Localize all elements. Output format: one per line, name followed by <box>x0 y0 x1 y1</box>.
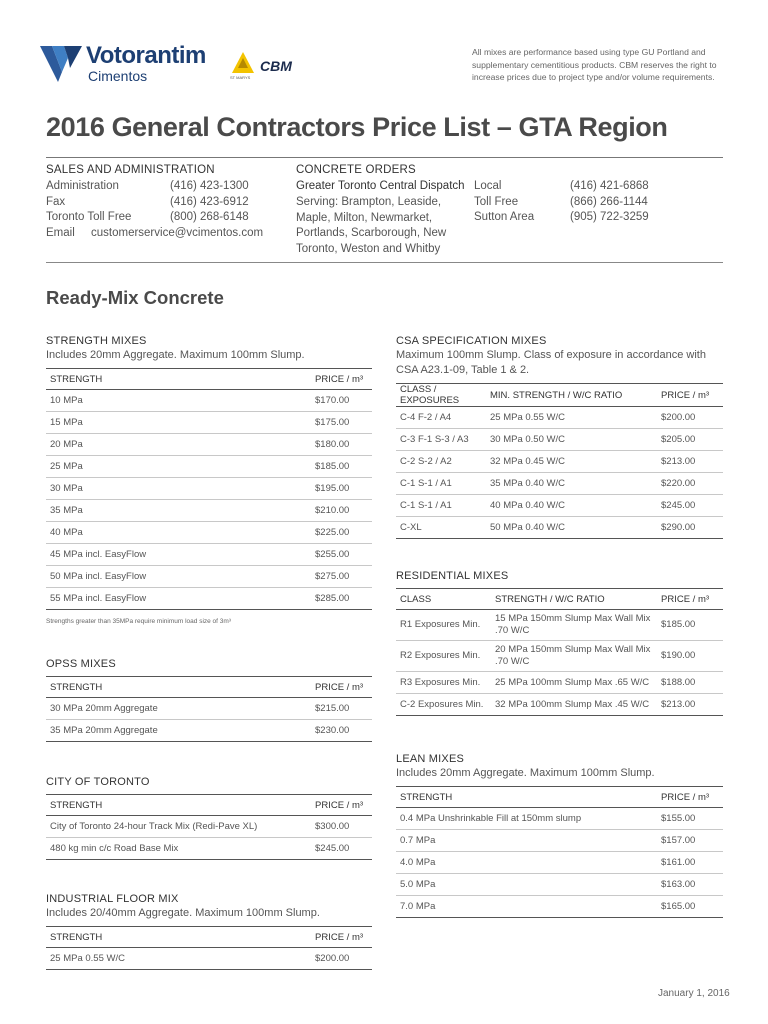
cell-ratio: 25 MPa 0.55 W/C <box>486 407 657 429</box>
col-header: PRICE / m³ <box>311 677 372 698</box>
lean-table <box>396 786 723 918</box>
col-header: CLASS / EXPOSURES <box>396 384 486 407</box>
table-row <box>46 522 372 544</box>
strength-desc: Includes 20mm Aggregate. Maximum 100mm Slump. <box>46 349 305 361</box>
cell-class: C-1 S-1 / A1 <box>396 495 486 517</box>
cell-price: $205.00 <box>657 429 723 451</box>
orders-label-sutton: Sutton Area <box>474 211 535 223</box>
cell-strength: 25 MPa 0.55 W/C <box>46 948 311 970</box>
cell-class: R2 Exposures Min. <box>396 641 491 672</box>
col-header: CLASS <box>396 589 491 610</box>
cell-ratio: 32 MPa 100mm Slump Max .45 W/C <box>491 694 657 716</box>
cell-price: $210.00 <box>311 500 372 522</box>
table-row <box>396 451 723 473</box>
orders-value-tollfree: (866) 266-1144 <box>570 195 648 208</box>
cell-ratio: 15 MPa 150mm Slump Max Wall Mix .70 W/C <box>491 610 657 641</box>
table-row <box>396 874 723 896</box>
toronto-table <box>46 794 372 860</box>
table-row <box>396 896 723 918</box>
cell-strength: 15 MPa <box>46 412 311 434</box>
orders-label-local: Local <box>474 180 502 192</box>
cell-strength: 0.7 MPa <box>396 830 657 852</box>
votorantim-logo <box>40 42 220 88</box>
cbm-logo <box>230 52 300 82</box>
cell-class: C-2 S-2 / A2 <box>396 451 486 473</box>
table-row <box>396 429 723 451</box>
cell-class: C-1 S-1 / A1 <box>396 473 486 495</box>
col-header: STRENGTH <box>46 369 311 390</box>
col-header: STRENGTH / W/C RATIO <box>491 589 657 610</box>
col-header: PRICE / m³ <box>311 369 372 390</box>
strength-footnote: Strengths greater than 35MPa require minimum load size of 3m³ <box>46 618 231 625</box>
cell-price: $200.00 <box>311 948 372 970</box>
lean-mixes-block <box>396 752 723 918</box>
cell-strength: 7.0 MPa <box>396 896 657 918</box>
cell-strength: 45 MPa incl. EasyFlow <box>46 544 311 566</box>
title-divider <box>46 157 723 158</box>
toronto-heading: CITY OF TORONTO <box>46 776 150 788</box>
table-row <box>396 495 723 517</box>
cell-strength: 480 kg min c/c Road Base Mix <box>46 838 311 860</box>
cell-strength: 25 MPa <box>46 456 311 478</box>
cell-price: $200.00 <box>657 407 723 429</box>
residential-heading: RESIDENTIAL MIXES <box>396 570 509 582</box>
table-row <box>46 390 372 412</box>
table-row <box>46 720 372 742</box>
sales-heading: SALES AND ADMINISTRATION <box>46 164 215 176</box>
cell-price: $245.00 <box>657 495 723 517</box>
table-row <box>46 456 372 478</box>
cell-strength: 35 MPa <box>46 500 311 522</box>
cell-class: C-4 F-2 / A4 <box>396 407 486 429</box>
sales-value-fax: (416) 423-6912 <box>170 195 249 208</box>
col-header: PRICE / m³ <box>657 787 723 808</box>
cell-strength: 30 MPa <box>46 478 311 500</box>
cell-strength: 20 MPa <box>46 434 311 456</box>
cbm-triangle-icon <box>232 52 254 74</box>
orders-value-sutton: (905) 722-3259 <box>570 211 649 223</box>
strength-table <box>46 368 372 610</box>
partner-logo-text: CBM <box>260 58 292 74</box>
cell-price: $290.00 <box>657 517 723 539</box>
votorantim-mark-icon <box>40 44 82 84</box>
cell-price: $157.00 <box>657 830 723 852</box>
table-row <box>396 852 723 874</box>
cell-price: $255.00 <box>311 544 372 566</box>
cell-strength: 5.0 MPa <box>396 874 657 896</box>
cell-price: $300.00 <box>311 816 372 838</box>
col-header: PRICE / m³ <box>657 384 723 407</box>
cell-price: $285.00 <box>311 588 372 610</box>
table-row <box>396 694 723 716</box>
csa-table <box>396 383 723 539</box>
orders-heading: CONCRETE ORDERS <box>296 164 416 176</box>
cell-ratio: 32 MPa 0.45 W/C <box>486 451 657 473</box>
brand-sub: Cimentos <box>88 68 148 84</box>
industrial-desc: Includes 20/40mm Aggregate. Maximum 100mm Slump. <box>46 907 320 919</box>
table-row <box>46 478 372 500</box>
col-header: PRICE / m³ <box>311 795 372 816</box>
table-row <box>396 407 723 429</box>
lean-desc: Includes 20mm Aggregate. Maximum 100mm Slump. <box>396 767 655 779</box>
cell-class: C-3 F-1 S-3 / A3 <box>396 429 486 451</box>
table-row <box>396 672 723 694</box>
cell-price: $175.00 <box>311 412 372 434</box>
section-title: Ready-Mix Concrete <box>46 287 224 308</box>
strength-mixes-block <box>46 334 372 625</box>
cell-price: $275.00 <box>311 566 372 588</box>
col-header: STRENGTH <box>46 795 311 816</box>
table-row <box>396 473 723 495</box>
email-link[interactable]: customerservice@vcimentos.com <box>91 226 264 239</box>
cell-price: $180.00 <box>311 434 372 456</box>
col-header: MIN. STRENGTH / W/C RATIO <box>486 384 657 407</box>
cell-price: $225.00 <box>311 522 372 544</box>
cell-ratio: 20 MPa 150mm Slump Max Wall Mix .70 W/C <box>491 641 657 672</box>
partner-small-text: ST MARYS <box>230 75 251 80</box>
cell-ratio: 30 MPa 0.50 W/C <box>486 429 657 451</box>
table-row <box>396 610 723 641</box>
col-header: STRENGTH <box>46 927 311 948</box>
cell-price: $185.00 <box>311 456 372 478</box>
cell-price: $190.00 <box>657 641 723 672</box>
col-header: STRENGTH <box>46 677 311 698</box>
orders-value-local: (416) 421-6868 <box>570 180 649 192</box>
table-row <box>396 517 723 539</box>
sales-label-fax: Fax <box>46 195 66 208</box>
cell-strength: 10 MPa <box>46 390 311 412</box>
table-row <box>46 588 372 610</box>
industrial-mix-block <box>46 892 372 970</box>
toronto-mixes-block <box>46 775 372 860</box>
cell-strength: 0.4 MPa Unshrinkable Fill at 150mm slump <box>396 808 657 830</box>
cell-strength: 40 MPa <box>46 522 311 544</box>
table-row <box>396 808 723 830</box>
col-header: STRENGTH <box>396 787 657 808</box>
cell-price: $195.00 <box>311 478 372 500</box>
sales-label-admin: Administration <box>46 180 119 192</box>
opss-table <box>46 676 372 742</box>
opss-mixes-block <box>46 657 372 742</box>
sales-label-tollfree: Toronto Toll Free <box>46 211 132 223</box>
dispatch-name: Greater Toronto Central Dispatch <box>296 180 465 192</box>
orders-label-tollfree: Toll Free <box>474 195 519 208</box>
cell-strength: 35 MPa 20mm Aggregate <box>46 720 311 742</box>
lean-heading: LEAN MIXES <box>396 753 465 765</box>
cell-strength: City of Toronto 24-hour Track Mix (Redi-Pave XL) <box>46 816 311 838</box>
cell-price: $213.00 <box>657 694 723 716</box>
table-row <box>46 838 372 860</box>
cell-class: C-XL <box>396 517 486 539</box>
cell-ratio: 35 MPa 0.40 W/C <box>486 473 657 495</box>
table-row <box>46 544 372 566</box>
table-row <box>396 641 723 672</box>
sales-value-admin: (416) 423-1300 <box>170 180 249 192</box>
cell-price: $230.00 <box>311 720 372 742</box>
page-title: 2016 General Contractors Price List – GTA Region <box>46 112 668 142</box>
cell-price: $215.00 <box>311 698 372 720</box>
cell-price: $213.00 <box>657 451 723 473</box>
csa-desc: Maximum 100mm Slump. Class of exposure in accordance with CSA A23.1-09, Table 1 & 2. <box>396 349 706 376</box>
cell-price: $163.00 <box>657 874 723 896</box>
table-row <box>46 412 372 434</box>
table-row <box>46 434 372 456</box>
col-header: PRICE / m³ <box>657 589 723 610</box>
strength-heading: STRENGTH MIXES <box>46 335 147 347</box>
email-label: Email <box>46 226 75 239</box>
cell-price: $245.00 <box>311 838 372 860</box>
cell-strength: 50 MPa incl. EasyFlow <box>46 566 311 588</box>
cell-strength: 30 MPa 20mm Aggregate <box>46 698 311 720</box>
cell-price: $170.00 <box>311 390 372 412</box>
cell-class: C-2 Exposures Min. <box>396 694 491 716</box>
cell-class: R3 Exposures Min. <box>396 672 491 694</box>
table-row <box>46 566 372 588</box>
cell-ratio: 40 MPa 0.40 W/C <box>486 495 657 517</box>
cell-price: $161.00 <box>657 852 723 874</box>
cell-strength: 55 MPa incl. EasyFlow <box>46 588 311 610</box>
table-row <box>46 500 372 522</box>
cell-class: R1 Exposures Min. <box>396 610 491 641</box>
opss-heading: OPSS MIXES <box>46 658 116 670</box>
contact-divider <box>46 262 723 263</box>
csa-heading: CSA SPECIFICATION MIXES <box>396 335 547 347</box>
cell-price: $165.00 <box>657 896 723 918</box>
table-row <box>46 948 372 970</box>
effective-date: January 1, 2016 <box>658 988 730 999</box>
csa-mixes-block <box>396 334 723 539</box>
sales-value-tollfree: (800) 268-6148 <box>170 211 249 223</box>
serving-areas: Serving: Brampton, Leaside, Maple, Milton, Newmarket, Portlands, Scarborough, New Toronto, Weston and Whitby <box>296 196 447 255</box>
cell-price: $185.00 <box>657 610 723 641</box>
cell-price: $155.00 <box>657 808 723 830</box>
cell-ratio: 50 MPa 0.40 W/C <box>486 517 657 539</box>
cell-price: $188.00 <box>657 672 723 694</box>
cell-strength: 4.0 MPa <box>396 852 657 874</box>
cell-price: $220.00 <box>657 473 723 495</box>
table-row <box>46 816 372 838</box>
table-row <box>396 830 723 852</box>
col-header: PRICE / m³ <box>311 927 372 948</box>
residential-mixes-block <box>396 569 723 716</box>
industrial-table <box>46 926 372 970</box>
pricing-notice: All mixes are performance based using type GU Portland and supplementary cementitious products. CBM reserves the right to increase prices due to project type and/or volume requirements. <box>472 47 717 82</box>
cell-ratio: 25 MPa 100mm Slump Max .65 W/C <box>491 672 657 694</box>
industrial-heading: INDUSTRIAL FLOOR MIX <box>46 893 179 905</box>
brand-name: Votorantim <box>86 42 206 69</box>
table-row <box>46 698 372 720</box>
residential-table <box>396 588 723 716</box>
